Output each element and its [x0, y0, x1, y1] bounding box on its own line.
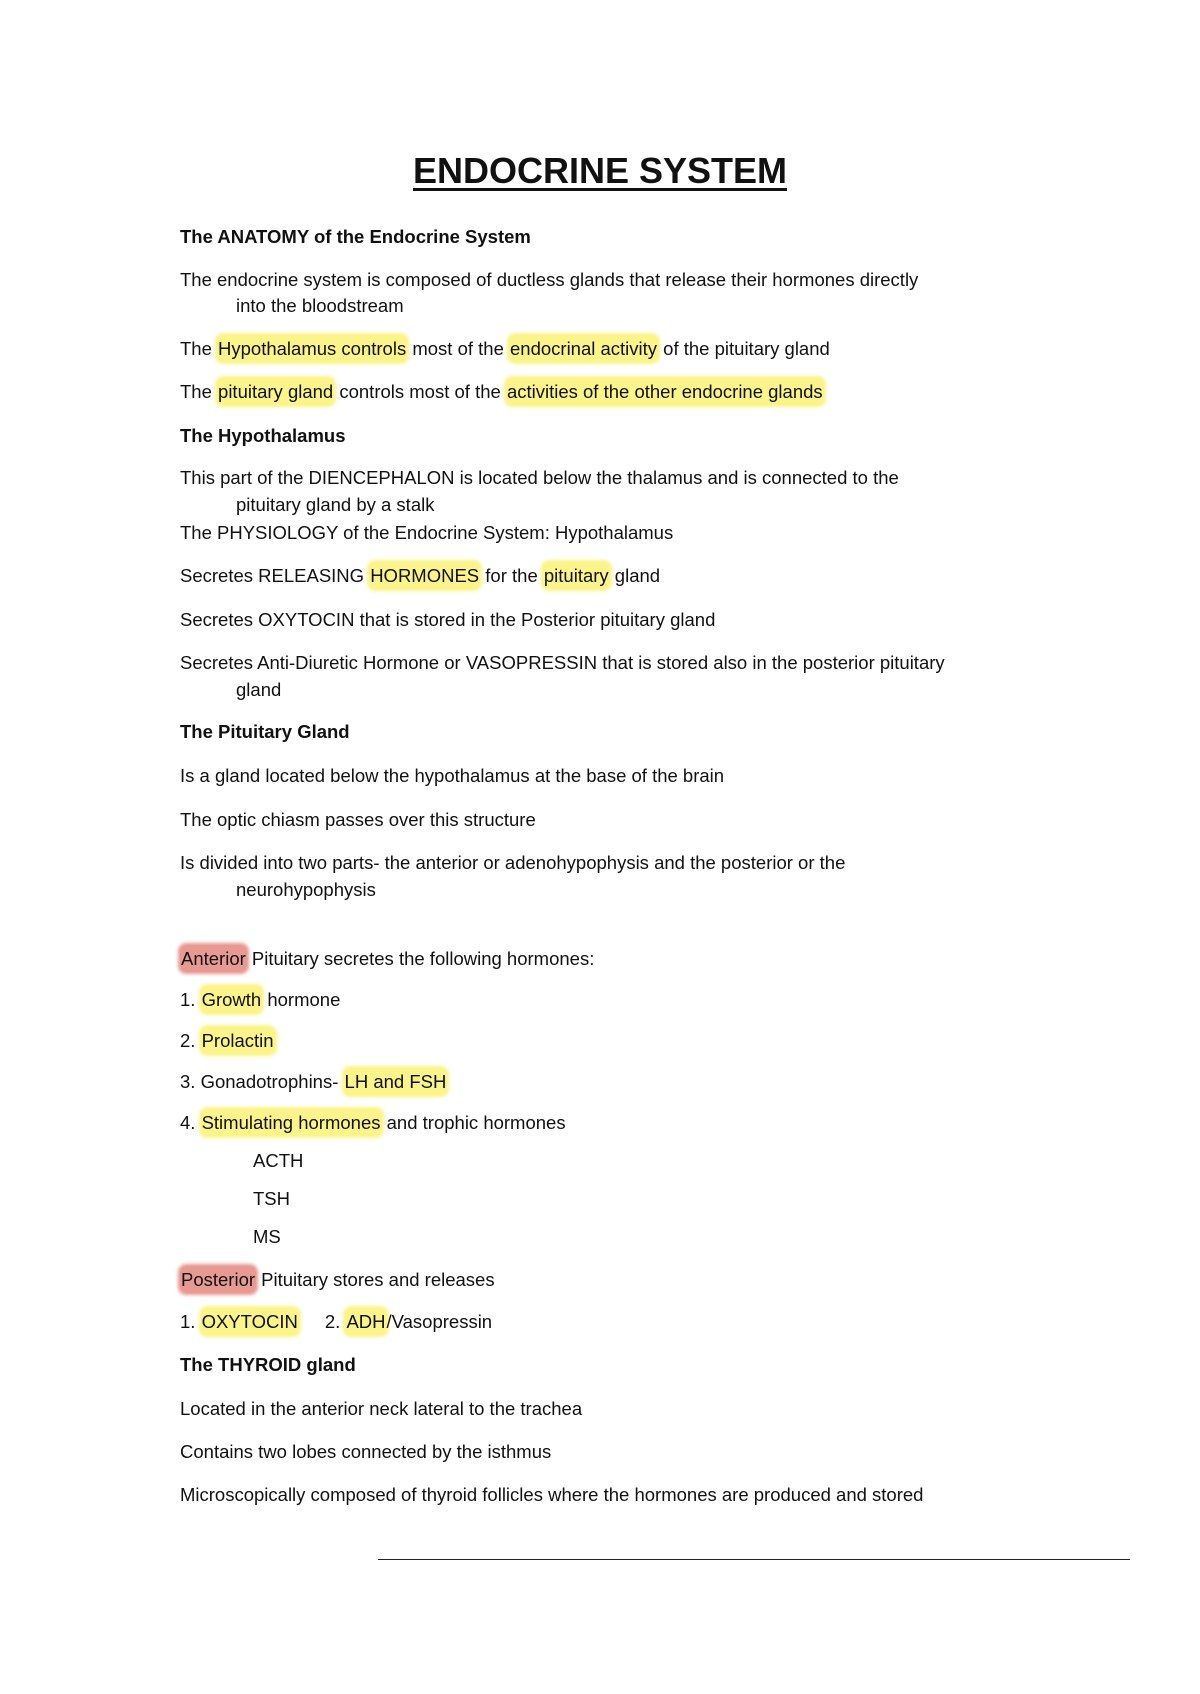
- list-number: 2.: [324, 1311, 346, 1332]
- highlight: Prolactin: [201, 1027, 275, 1054]
- text: hormone: [262, 989, 341, 1010]
- anatomy-paragraph-3: [180, 378, 824, 405]
- hypothalamus-paragraph-2: The PHYSIOLOGY of the Endocrine System: Hypothalamus: [180, 522, 674, 543]
- anatomy-paragraph-1-cont: into the bloodstream: [236, 295, 404, 316]
- text: most of the: [407, 338, 509, 359]
- text: The: [180, 381, 218, 402]
- highlight: Hypothalamus controls: [217, 335, 407, 362]
- footer-divider: [378, 1559, 1130, 1560]
- anterior-item-2: [180, 1027, 275, 1054]
- list-number: 2.: [180, 1030, 201, 1051]
- highlight: endocrinal activity: [509, 335, 658, 362]
- highlight: LH and FSH: [344, 1068, 448, 1095]
- text: /Vasopressin: [386, 1311, 493, 1332]
- text: gland: [609, 565, 661, 586]
- text: of the pituitary gland: [658, 338, 830, 359]
- pituitary-heading: The Pituitary Gland: [180, 721, 350, 742]
- thyroid-paragraph-1: Located in the anterior neck lateral to the trachea: [180, 1398, 583, 1419]
- anatomy-heading: The ANATOMY of the Endocrine System: [180, 226, 531, 247]
- highlight: OXYTOCIN: [201, 1308, 299, 1335]
- highlight: pituitary: [543, 562, 610, 589]
- hypothalamus-paragraph-1-cont: pituitary gland by a stalk: [236, 494, 435, 515]
- highlight: pituitary gland: [217, 378, 334, 405]
- text: Secretes RELEASING: [180, 565, 370, 586]
- pituitary-paragraph-3-cont: neurohypophysis: [236, 879, 376, 900]
- list-number: 1.: [180, 989, 201, 1010]
- posterior-items: [180, 1308, 492, 1335]
- highlight: Growth: [201, 986, 263, 1013]
- hypothalamus-paragraph-5: Secretes Anti-Diuretic Hormone or VASOPRESSIN that is stored also in the posterior pituitary: [180, 652, 945, 673]
- list-number: 1.: [180, 1311, 201, 1332]
- thyroid-paragraph-2: Contains two lobes connected by the isthmus: [180, 1441, 552, 1462]
- list-number: 4.: [180, 1112, 201, 1133]
- anatomy-paragraph-2: [180, 335, 830, 362]
- pituitary-paragraph-3: Is divided into two parts- the anterior or adenohypophysis and the posterior or the: [180, 852, 846, 873]
- highlight: activities of the other endocrine glands: [506, 378, 824, 405]
- hypothalamus-heading: The Hypothalamus: [180, 425, 346, 446]
- highlight: HORMONES: [369, 562, 480, 589]
- text: Pituitary stores and releases: [256, 1269, 495, 1290]
- thyroid-heading: The THYROID gland: [180, 1354, 356, 1375]
- text: The: [180, 338, 218, 359]
- text: and trophic hormones: [381, 1112, 566, 1133]
- hypothalamus-paragraph-1: This part of the DIENCEPHALON is located below the thalamus and is connected to the: [180, 467, 899, 488]
- highlight: ADH: [345, 1308, 386, 1335]
- sub-item-acth: ACTH: [253, 1150, 304, 1171]
- anterior-item-1: [180, 986, 340, 1013]
- hypothalamus-paragraph-3: [180, 562, 660, 589]
- text: for the: [480, 565, 543, 586]
- anterior-intro: [180, 945, 594, 972]
- highlight-red: Posterior: [180, 1266, 256, 1293]
- sub-item-ms: MS: [253, 1226, 281, 1247]
- anatomy-paragraph-1: The endocrine system is composed of ductless glands that release their hormones directly: [180, 269, 919, 290]
- highlight: Stimulating hormones: [201, 1109, 382, 1136]
- pituitary-paragraph-1: Is a gland located below the hypothalamus at the base of the brain: [180, 765, 725, 786]
- posterior-intro: [180, 1266, 495, 1293]
- hypothalamus-paragraph-5-cont: gland: [236, 679, 282, 700]
- anterior-item-3: [180, 1068, 447, 1095]
- anterior-item-4: [180, 1109, 566, 1136]
- hypothalamus-paragraph-4: Secretes OXYTOCIN that is stored in the Posterior pituitary gland: [180, 609, 716, 630]
- document-title: ENDOCRINE SYSTEM: [412, 150, 788, 191]
- highlight-red: Anterior: [180, 945, 247, 972]
- list-number: 3. Gonadotrophins-: [180, 1071, 344, 1092]
- text: controls most of the: [334, 381, 506, 402]
- pituitary-paragraph-2: The optic chiasm passes over this structure: [180, 809, 536, 830]
- text: Pituitary secretes the following hormones:: [246, 948, 595, 969]
- sub-item-tsh: TSH: [253, 1188, 290, 1209]
- thyroid-paragraph-3: Microscopically composed of thyroid follicles where the hormones are produced and stored: [180, 1484, 924, 1505]
